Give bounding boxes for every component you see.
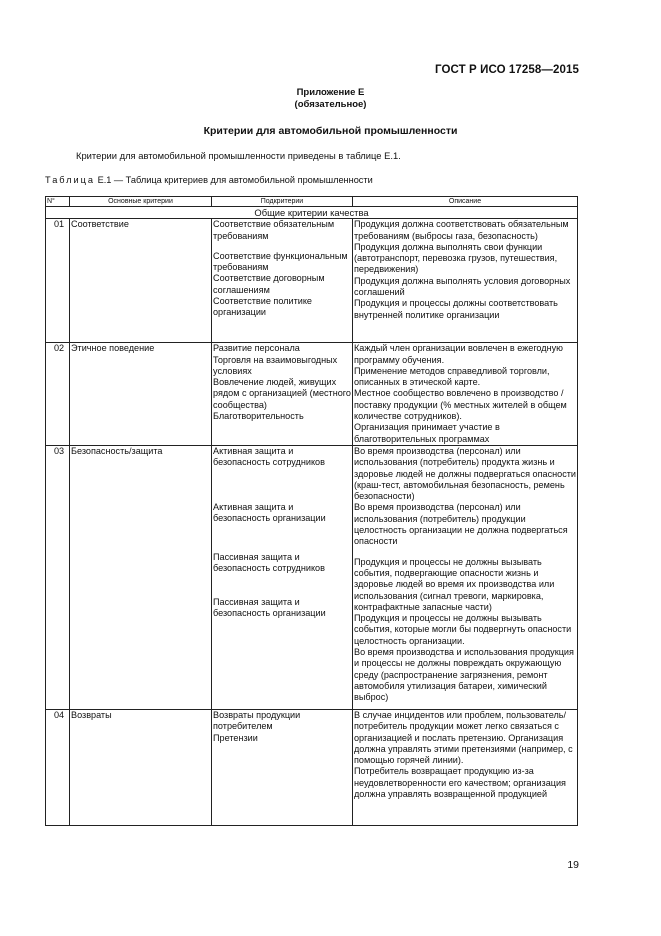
row-criterion: Безопасность/защита xyxy=(70,445,212,709)
header-description: Описание xyxy=(353,197,578,207)
annex-label: Приложение Е xyxy=(296,87,365,98)
header-number: N° xyxy=(46,197,70,207)
description-item: Организация принимает участие в благотворительных программах xyxy=(354,422,500,444)
description-item: Потребитель возвращает продукцию из-за неудовлетворенности его качеством; организация должна управлять возвращенной продукцией xyxy=(354,766,566,800)
description-item: Во время производства и использования продукция и процессы не должны повреждать окружающую среду (распространение загрязнения, ремонт автомобиля утилизация батареи, химический выброс) xyxy=(354,647,574,703)
row-subcriteria xyxy=(212,219,353,343)
general-criteria-label: Общие критерии качества xyxy=(46,207,578,219)
description-item: Продукция и процессы не должны вызывать события, подвергающие опасности жизнь и здоровье людей во время их производства или использования (сигнал тревоги, маркировка, контрафактные запасные части) xyxy=(354,556,555,612)
subcriterion: Развитие персонала xyxy=(213,343,300,354)
annex-status: (обязательное) xyxy=(294,99,367,110)
annex-heading xyxy=(0,87,661,111)
row-number: 02 xyxy=(46,343,70,446)
description-item: Продукция должна соответствовать обязательным требованиям (выбросы газа, безопасность) xyxy=(354,219,569,241)
row-criterion: Возвраты xyxy=(70,709,212,825)
table-caption-prefix: Таблица xyxy=(45,175,96,185)
description-item: Во время производства (персонал) или использования (потребитель) продукции целостность организации не должна подвергаться опасности xyxy=(354,502,568,547)
subcriterion: Пассивная защита и безопасность сотрудников xyxy=(213,552,325,574)
subcriterion: Соответствие функциональным требованиям xyxy=(213,250,348,273)
row-number: 01 xyxy=(46,219,70,343)
row-subcriteria xyxy=(212,709,353,825)
description-item: Продукция должна выполнять свои функции (автотранспорт, перевозка грузов, путешествия, передвижения) xyxy=(354,241,558,275)
row-description xyxy=(353,343,578,446)
row-number: 04 xyxy=(46,709,70,825)
subcriterion: Соответствие договорным соглашениям xyxy=(213,273,325,295)
subcriterion: Активная защита и безопасность сотрудников xyxy=(213,445,325,468)
row-subcriteria xyxy=(212,445,353,709)
row-description xyxy=(353,219,578,343)
page-number: 19 xyxy=(567,859,579,871)
row-criterion: Этичное поведение xyxy=(70,343,212,446)
description-item: Местное сообщество вовлечено в производство / поставку продукции (% местных жителей в общем количестве сотрудников). xyxy=(354,388,567,422)
table-row xyxy=(46,343,578,446)
table-header-row xyxy=(46,197,578,207)
header-main-criteria: Основные критерии xyxy=(70,197,212,207)
header-subcriteria: Подкритерии xyxy=(212,197,353,207)
subcriterion: Вовлечение людей, живущих рядом с организацией (местного сообщества) xyxy=(213,377,351,410)
description-item: Продукция должна выполнять условия договорных соглашений xyxy=(354,275,571,298)
general-criteria-row xyxy=(46,207,578,219)
table-row xyxy=(46,219,578,343)
subcriterion: Претензии xyxy=(213,732,258,743)
description-item: Во время производства (персонал) или использования (потребитель) продукта жизнь и здоровье людей не должны подвергаться опасности (краш-тест, автомобильная безопасность, ремень безопасности) xyxy=(354,445,577,502)
subcriterion: Активная защита и безопасность организации xyxy=(213,501,326,523)
row-criterion: Соответствие xyxy=(70,219,212,343)
table-caption-text: Е.1 — Таблица критериев для автомобильной промышленности xyxy=(97,175,373,185)
subcriterion: Благотворительность xyxy=(213,411,304,422)
table-row xyxy=(46,709,578,825)
document-header: ГОСТ Р ИСО 17258—2015 xyxy=(434,64,579,76)
table-caption xyxy=(45,175,373,185)
description-item: В случае инцидентов или проблем, пользователь/потребитель продукции может легко связаться с организацией и послать претензию. Организация должна управлять этими претензиями (например, с помощью горячей линии). xyxy=(354,709,573,766)
subcriterion: Соответствие политике организации xyxy=(213,296,312,318)
row-description xyxy=(353,445,578,709)
row-subcriteria xyxy=(212,343,353,446)
section-title: Критерии для автомобильной промышленности xyxy=(203,125,458,137)
row-number: 03 xyxy=(46,445,70,709)
subcriterion: Пассивная защита и безопасность организации xyxy=(213,596,326,619)
subcriterion: Торговля на взаимовыгодных условиях xyxy=(213,354,338,376)
subcriterion: Соответствие обязательным требованиям xyxy=(213,219,335,241)
description-item: Каждый член организации вовлечен в ежегодную программу обучения. xyxy=(354,343,563,365)
description-item: Продукция и процессы не должны вызывать события, которые могли бы подвергнуть опасности целостность организации. xyxy=(354,613,572,646)
description-item: Продукция и процессы должны соответствовать внутренней политике организации xyxy=(354,298,558,320)
description-item: Применение методов справедливой торговли, описанных в этической карте. xyxy=(354,365,550,388)
intro-paragraph: Критерии для автомобильной промышленности приведены в таблице Е.1. xyxy=(76,150,401,161)
criteria-table xyxy=(45,196,578,826)
subcriterion: Возвраты продукции потребителем xyxy=(213,709,301,732)
table-row xyxy=(46,445,578,709)
row-description xyxy=(353,709,578,825)
